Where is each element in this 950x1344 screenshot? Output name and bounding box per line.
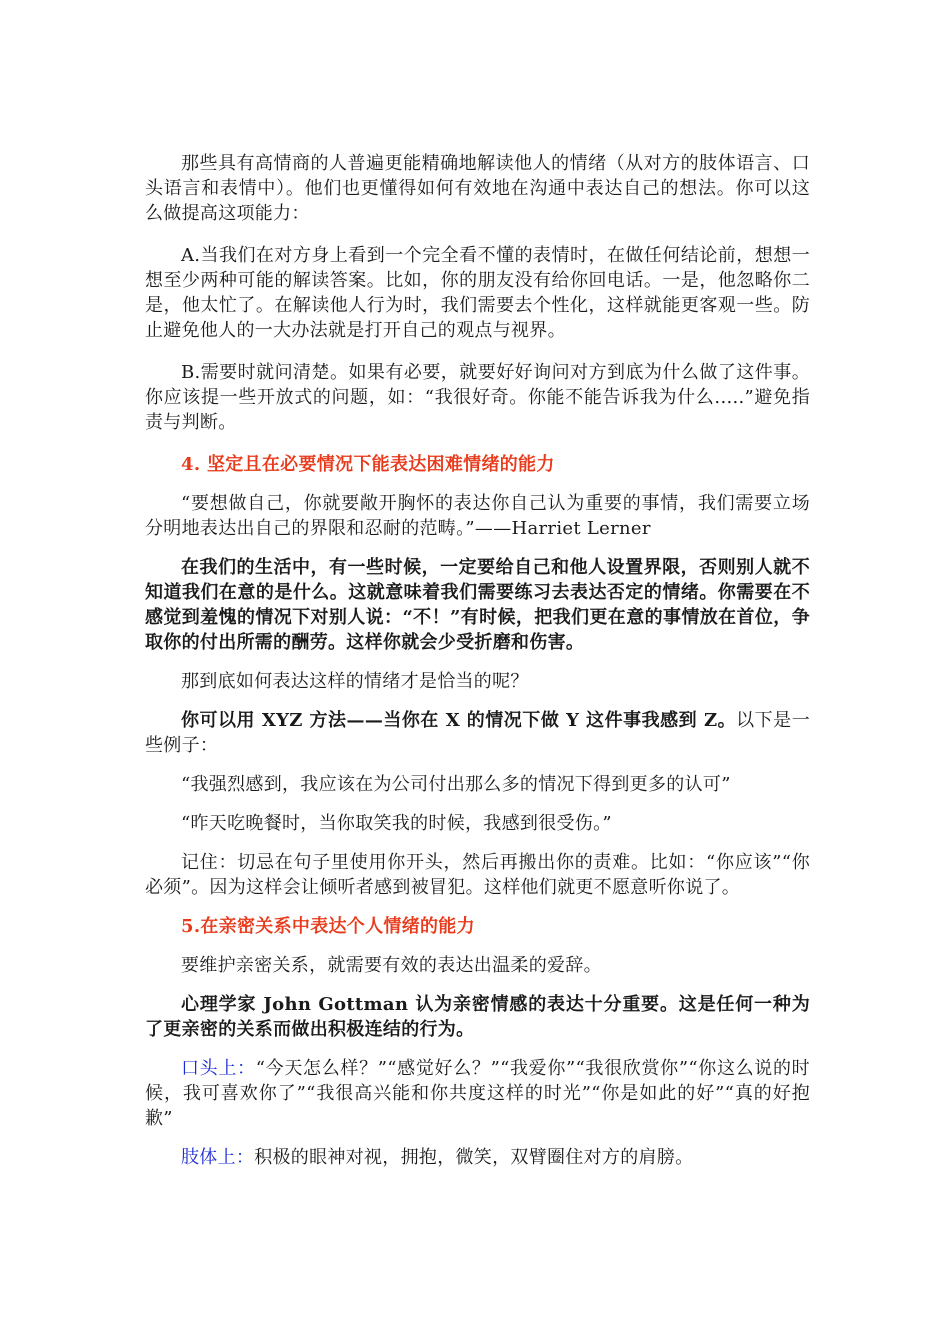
example-1: “我强烈感到，我应该在为公司付出那么多的情况下得到更多的认可” bbox=[181, 774, 731, 795]
question-paragraph: 那到底如何表达这样的情绪才是恰当的呢？ bbox=[181, 671, 529, 692]
intimate-paragraph: 要维护亲密关系，就需要有效的表达出温柔的爱辞。 bbox=[181, 955, 602, 976]
body-text: 积极的眼神对视，拥抱，微笑，双臂圈住对方的肩膀。 bbox=[254, 1147, 694, 1168]
body-label: 肢体上： bbox=[181, 1147, 255, 1168]
section-5-heading: 5.在亲密关系中表达个人情绪的能力 bbox=[181, 916, 475, 937]
verbal-paragraph bbox=[145, 1056, 810, 1131]
boundaries-paragraph: 在我们的生活中，有一些时候，一定要给自己和他人设置界限，否则别人就不知道我们在意的是什么。这就意味着我们需要练习去表达否定的情绪。你需要在不感觉到羞愧的情况下对别人说：“不！”有时候，把我们更在意的事情放在首位，争取你的付出所需的酬劳。这样你就会少受折磨和伤害。 bbox=[145, 557, 810, 653]
tip-a-paragraph: A.当我们在对方身上看到一个完全看不懂的表情时，在做任何结论前，想想一想至少两种可能的解读答案。比如，你的朋友没有给你回电话。一是，他忽略你二是，他太忙了。在解读他人行为时，我们需要去个性化，这样就能更客观一些。防止避免他人的一大办法就是打开自己的观点与视界。 bbox=[145, 245, 810, 341]
verbal-label: 口头上： bbox=[181, 1058, 256, 1079]
example-2: “昨天吃晚餐时，当你取笑我的时候，我感到很受伤。” bbox=[181, 813, 612, 834]
tip-b-paragraph: B.需要时就问清楚。如果有必要，就要好好询问对方到底为什么做了这件事。你应该提一些开放式的问题，如：“我很好奇。你能不能告诉我为什么.....”避免指责与判断。 bbox=[145, 362, 810, 433]
body-language-paragraph bbox=[145, 1145, 810, 1170]
xyz-paragraph bbox=[145, 708, 810, 758]
xyz-examples-intro: 以下是一些例子： bbox=[145, 710, 810, 756]
remember-paragraph: 记住：切忌在句子里使用你开头，然后再搬出你的责难。比如：“你应该”“你必须”。因为这样会让倾听者感到被冒犯。这样他们就更不愿意听你说了。 bbox=[145, 852, 810, 898]
section-4-heading: 4. 坚定且在必要情况下能表达困难情绪的能力 bbox=[181, 454, 555, 475]
lerner-quote: “要想做自己，你就要敞开胸怀的表达你自己认为重要的事情，我们需要立场分明地表达出自己的界限和忍耐的范畴。”——Harriet Lerner bbox=[145, 493, 810, 539]
gottman-paragraph: 心理学家 John Gottman 认为亲密情感的表达十分重要。这是任何一种为了更亲密的关系而做出积极连结的行为。 bbox=[145, 994, 810, 1040]
xyz-method-bold: 你可以用 XYZ 方法——当你在 X 的情况下做 Y 这件事我感到 Z。 bbox=[181, 710, 737, 731]
document-body bbox=[145, 151, 810, 1170]
intro-paragraph: 那些具有高情商的人普遍更能精确地解读他人的情绪（从对方的肢体语言、口头语言和表情中）。他们也更懂得如何有效地在沟通中表达自己的想法。你可以这么做提高这项能力： bbox=[145, 153, 810, 224]
verbal-text: “今天怎么样？”“感觉好么？”“我爱你”“我很欣赏你”“你这么说的时候，我可喜欢你了”“我很高兴能和你共度这样的时光”“你是如此的好”“真的好抱歉” bbox=[145, 1058, 810, 1129]
